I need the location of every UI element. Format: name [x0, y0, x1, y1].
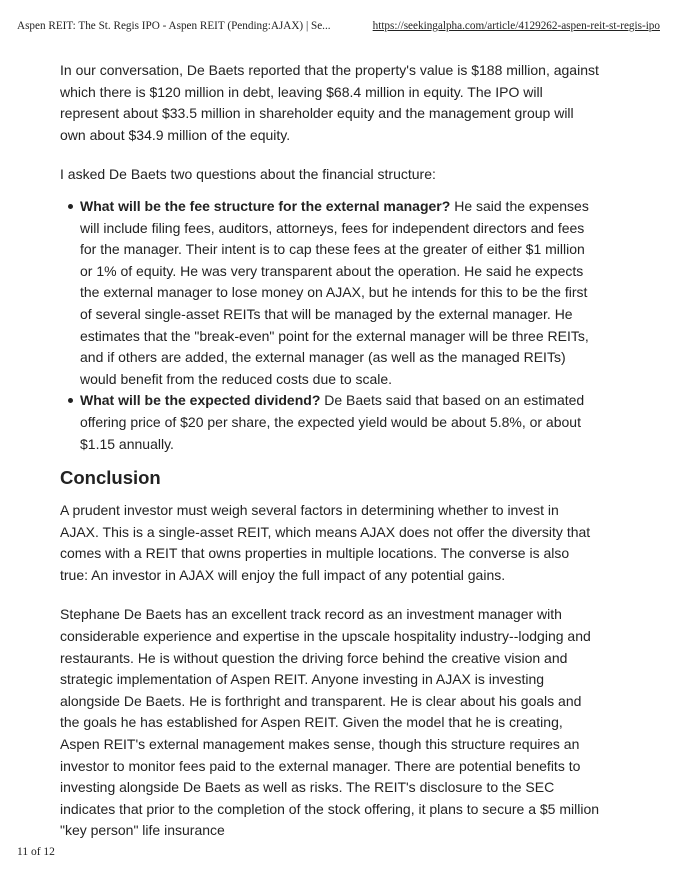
- page-number: 11 of 12: [17, 846, 55, 858]
- question-text: What will be the expected dividend?: [80, 392, 321, 409]
- paragraph-conclusion-2: Stephane De Baets has an excellent track record as an investment manager with considerable experience and expertise in the upscale hospitality industry--lodging and restaurants. He is without question the driving force behind the creative vision and strategic implementation of Aspen REIT. Anyone investing in AJAX is investing alongside De Baets. He is forthright and transparent. He is clear about his goals and the goals he has established for Aspen REIT. Given the model that he is creating, Aspen REIT's external management makes sense, though this structure requires an investor to monitor fees paid to the external manager. There are potential benefits to investing alongside De Baets as well as risks. The REIT's disclosure to the SEC indicates that prior to the completion of the stock offering, it plans to secure a $5 million "key person" life insurance: [60, 606, 600, 839]
- questions-list: [60, 196, 600, 455]
- list-item: [80, 390, 600, 455]
- list-item: [80, 196, 600, 390]
- article-body: [60, 60, 600, 842]
- section-heading-conclusion: Conclusion: [60, 467, 161, 489]
- paragraph-conclusion-1: A prudent investor must weigh several factors in determining whether to invest in AJAX. This is a single-asset REIT, which means AJAX does not offer the diversity that comes with a REIT that owns properties in multiple locations. The converse is also true: An investor in AJAX will enjoy the full impact of any potential gains.: [60, 502, 591, 583]
- page-url-link[interactable]: https://seekingalpha.com/article/4129262-aspen-reit-st-regis-ipo: [372, 20, 660, 32]
- answer-text: De Baets said that based on an estimated offering price of $20 per share, the expected yield would be about 5.8%, or about $1.15 annually.: [80, 392, 585, 452]
- answer-text: He said the expenses will include filing fees, auditors, attorneys, fees for independent directors and fees for the manager. Their intent is to cap these fees at the greater of either $1 million or 1% of equity. He was very transparent about the operation. He said he expects the external manager to lose money on AJAX, but he intends for this to be the first of several single-asset REITs that will be managed by the external manager. He estimates that the "break-even" point for the external manager will be three REITs, and if others are added, the external manager (as well as the managed REITs) would benefit from the reduced costs due to scale.: [80, 197, 589, 387]
- bullet-icon: [68, 398, 73, 403]
- paragraph-questions-intro: I asked De Baets two questions about the financial structure:: [60, 166, 436, 183]
- page-title: Aspen REIT: The St. Regis IPO - Aspen REIT (Pending:AJAX) | Se...: [17, 20, 331, 32]
- bullet-icon: [68, 204, 73, 209]
- question-text: What will be the fee structure for the external manager?: [80, 197, 451, 214]
- paragraph-valuation: In our conversation, De Baets reported that the property's value is $188 million, against which there is $120 million in debt, leaving $68.4 million in equity. The IPO will represent about $33.5 million in shareholder equity and the management group will own about $34.9 million of the equity.: [60, 62, 599, 143]
